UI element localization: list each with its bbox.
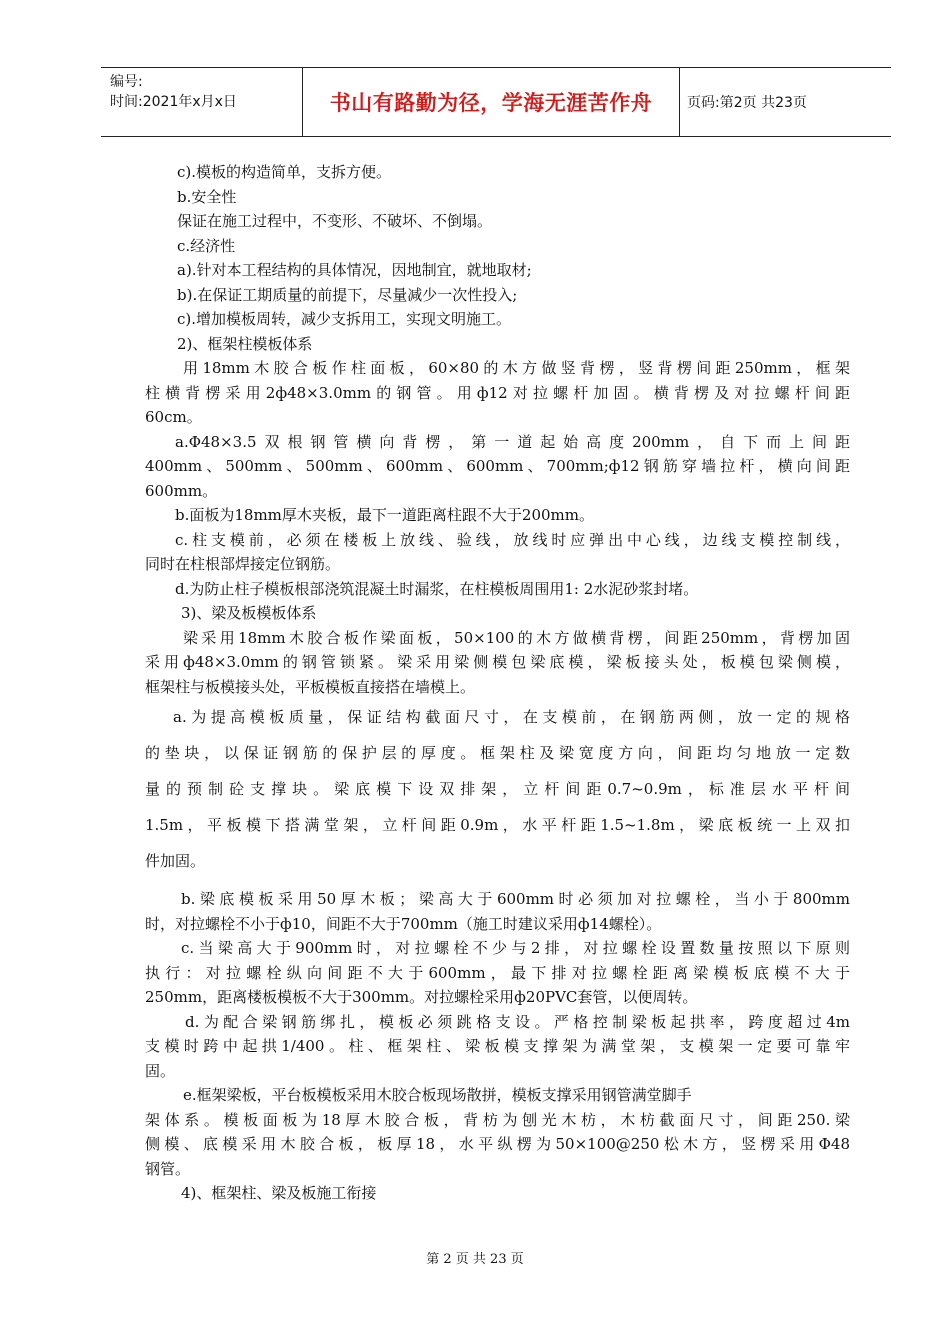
section-heading: 4)、框架柱、梁及板施工衔接	[181, 1184, 377, 1202]
text-line: a.为提高模板质量，保证结构截面尺寸，在支模前，在钢筋两侧，放一定的规格	[173, 708, 850, 726]
text-line: b.梁底模板采用50厚木板；梁高大于600mm时必须加对拉螺栓，当小于800mm	[181, 890, 850, 908]
header-motto-cell	[303, 68, 680, 136]
page-footer: 第 2 页 共 23 页	[426, 1252, 524, 1267]
text-line: 支模时跨中起拱1/400。柱、框架柱、梁板模支撑架为满堂架，支模架一定要可靠牢	[145, 1037, 850, 1055]
text-line: 400mm、500mm、500mm、600mm、600mm、700mm;ф12钢筋穿墙拉杆，横向间距	[145, 457, 850, 475]
text-line: 600mm。	[145, 481, 218, 500]
text-line: c.经济性	[177, 236, 236, 255]
text-line: 60cm。	[145, 408, 202, 426]
text-line: 1.5m，平板模下搭满堂架，立杆间距0.9m，水平杆距1.5~1.8m，梁底板统一上双扣	[145, 816, 850, 834]
page-header	[101, 67, 891, 137]
text-line: c.柱支模前，必须在楼板上放线、验线，放线时应弹出中心线，边线支模控制线，	[175, 530, 850, 549]
text-line: 采用ф48×3.0mm的钢管锁紧。梁采用梁侧模包梁底模，梁板接头处，板模包梁侧模，	[145, 653, 850, 671]
time-label: 时间:2021年x月x日	[110, 94, 237, 110]
text-line: b.面板为18mm厚木夹板，最下一道距离柱跟不大于200mm。	[175, 506, 594, 524]
text-line: 时，对拉螺栓不小于ф10，间距不大于700mm（施工时建议采用ф14螺栓）。	[145, 914, 662, 933]
text-line: 梁采用18mm木胶合板作梁面板，50×100的木方做横背楞，间距250mm，背楞加固	[183, 628, 850, 647]
text-line: 固。	[145, 1061, 176, 1080]
text-line: 用18mm木胶合板作柱面板，60×80的木方做竖背楞，竖背楞间距250mm，框架	[183, 359, 850, 377]
text-line: a.Φ48×3.5双根钢管横向背楞，第一道起始高度200mm，自下而上间距	[175, 432, 850, 451]
text-line: c).增加模板周转，减少支拆用工，实现文明施工。	[177, 310, 512, 328]
text-line: 保证在施工过程中，不变形、不破坏、不倒塌。	[177, 212, 493, 230]
text-line: 的垫块，以保证钢筋的保护层的厚度。框架柱及梁宽度方向，间距均匀地放一定数	[145, 744, 850, 762]
text-line: 钢管。	[145, 1159, 191, 1178]
text-line: 柱横背楞采用2ф48×3.0mm的钢管。用ф12对拉螺杆加固。横背楞及对拉螺杆间距	[145, 383, 850, 402]
text-line: 量的预制砼支撑块。梁底模下设双排架，立杆间距0.7~0.9m，标准层水平杆间	[145, 780, 850, 798]
section-heading: 2)、框架柱模板体系	[177, 334, 313, 353]
motto: 书山有路勤为径，学海无涯苦作舟	[329, 91, 653, 115]
text-line: d.为配合梁钢筋绑扎，模板必须跳格支设。严格控制梁板起拱率，跨度超过4m	[185, 1012, 850, 1031]
text-line: 250mm，距离楼板模板不大于300mm。对拉螺栓采用ф20PVC套管，以便周转。	[145, 988, 698, 1006]
text-line: a).针对本工程结构的具体情况，因地制宜，就地取材;	[177, 261, 532, 279]
number-label: 编号:	[110, 74, 143, 90]
header-page-cell	[680, 68, 891, 136]
text-line: e.框架梁板，平台板模板采用木胶合板现场散拼，模板支撑采用钢管满堂脚手	[183, 1086, 692, 1104]
header-info-cell	[101, 68, 303, 136]
text-line: d.为防止柱子模板根部浇筑混凝土时漏浆，在柱模板周围用1: 2水泥砂浆封堵。	[175, 579, 699, 598]
text-line: 架体系。模板面板为18厚木胶合板，背枋为刨光木枋，木枋截面尺寸，间距250.梁	[145, 1110, 850, 1129]
wide-paragraph	[145, 699, 850, 879]
text-line: b.安全性	[177, 187, 237, 206]
text-line: 同时在柱根部焊接定位钢筋。	[145, 555, 341, 573]
text-line: 件加固。	[145, 852, 206, 870]
text-line: 框架柱与板模接头处，平板模板直接搭在墙模上。	[145, 677, 476, 696]
page-label: 页码:第2页 共23页	[687, 95, 807, 111]
text-line: b).在保证工期质量的前提下，尽量减少一次性投入;	[177, 285, 518, 304]
text-line: c.当梁高大于900mm时，对拉螺栓不少与2排，对拉螺栓设置数量按照以下原则	[181, 939, 850, 957]
text-line: c).模板的构造简单，支拆方便。	[177, 163, 392, 181]
text-line: 侧模、底模采用木胶合板，板厚18，水平纵楞为50×100@250松木方，竖楞采用Φ48	[145, 1135, 850, 1153]
text-line: 执行：对拉螺栓纵向间距不大于600mm，最下排对拉螺栓距离梁模板底模不大于	[145, 963, 850, 982]
section-heading: 3)、梁及板模板体系	[181, 604, 317, 622]
document-body	[145, 160, 850, 1206]
